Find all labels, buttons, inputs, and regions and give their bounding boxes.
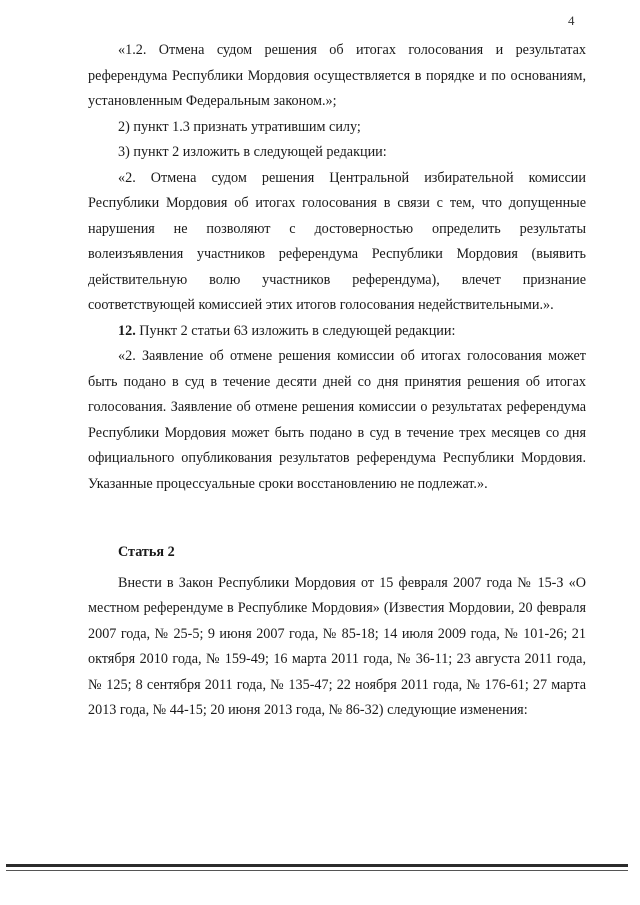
paragraph-item-2: 2) пункт 1.3 признать утратившим силу; — [118, 118, 361, 135]
paragraph-item-12 — [88, 319, 586, 345]
article-2-body: Внести в Закон Республики Мордовия от 15 февраля 2007 года № 15-З «О местном референдуме в Республике Мордовия» (Известия Мордовии, 20 февраля 2007 года, № 25-5; 9 июня 2007 года, № 85-18; 14 июля 2009 года, № 101-26; 21 октября 2010 года, № 159-49; 16 марта 2011 года, № 36-11; 23 августа 2011 года, № 125; 8 сентября 2011 года, № 135-47; 22 ноября 2011 года, № 176-61; 27 марта 2013 года, № 44-15; 20 июня 2013 года, № 86-32) следующие изменения: — [88, 574, 586, 718]
paragraph-1-2: «1.2. Отмена судом решения об итогах голосования и результатах референдума Республики Мордовия осуществляется в порядке и по основаниям, установленным Федеральным законом.»; — [88, 42, 586, 109]
paragraph-item-3: 3) пункт 2 изложить в следующей редакции: — [118, 144, 387, 160]
article-2-heading: Статья 2 — [118, 544, 175, 560]
document-body — [88, 38, 586, 497]
scan-edge-line — [6, 864, 628, 867]
scan-edge-line-thin — [6, 870, 628, 871]
paragraph-point-2-cancel: «2. Отмена судом решения Центральной избирательной комиссии Республики Мордовия об итогах голосования в связи с тем, что допущенные нарушения не позволяют с достоверностью определить результаты волеизъявления участников референдума Республики Мордовия (выявить действительную волю участников референдума), влечет признание соответствующей комиссией этих итогов голосования недействительными.». — [88, 169, 586, 313]
page-number: 4 — [568, 13, 575, 28]
article-2-section — [88, 540, 586, 724]
paragraph-point-2-application: «2. Заявление об отмене решения комиссии об итогах голосования может быть подано в суд в течение десяти дней со дня принятия решения об итогах голосования. Заявление об отмене решения комиссии о результатах референдума Республики Мордовия может быть подано в суд в течение трех месяцев со дня официального опубликования результатов референдума Республики Мордовия. Указанные процессуальные сроки восстановлению не подлежат.». — [88, 348, 586, 492]
item-12-text: Пункт 2 статьи 63 изложить в следующей редакции: — [135, 322, 456, 339]
item-12-number: 12. — [118, 322, 136, 339]
